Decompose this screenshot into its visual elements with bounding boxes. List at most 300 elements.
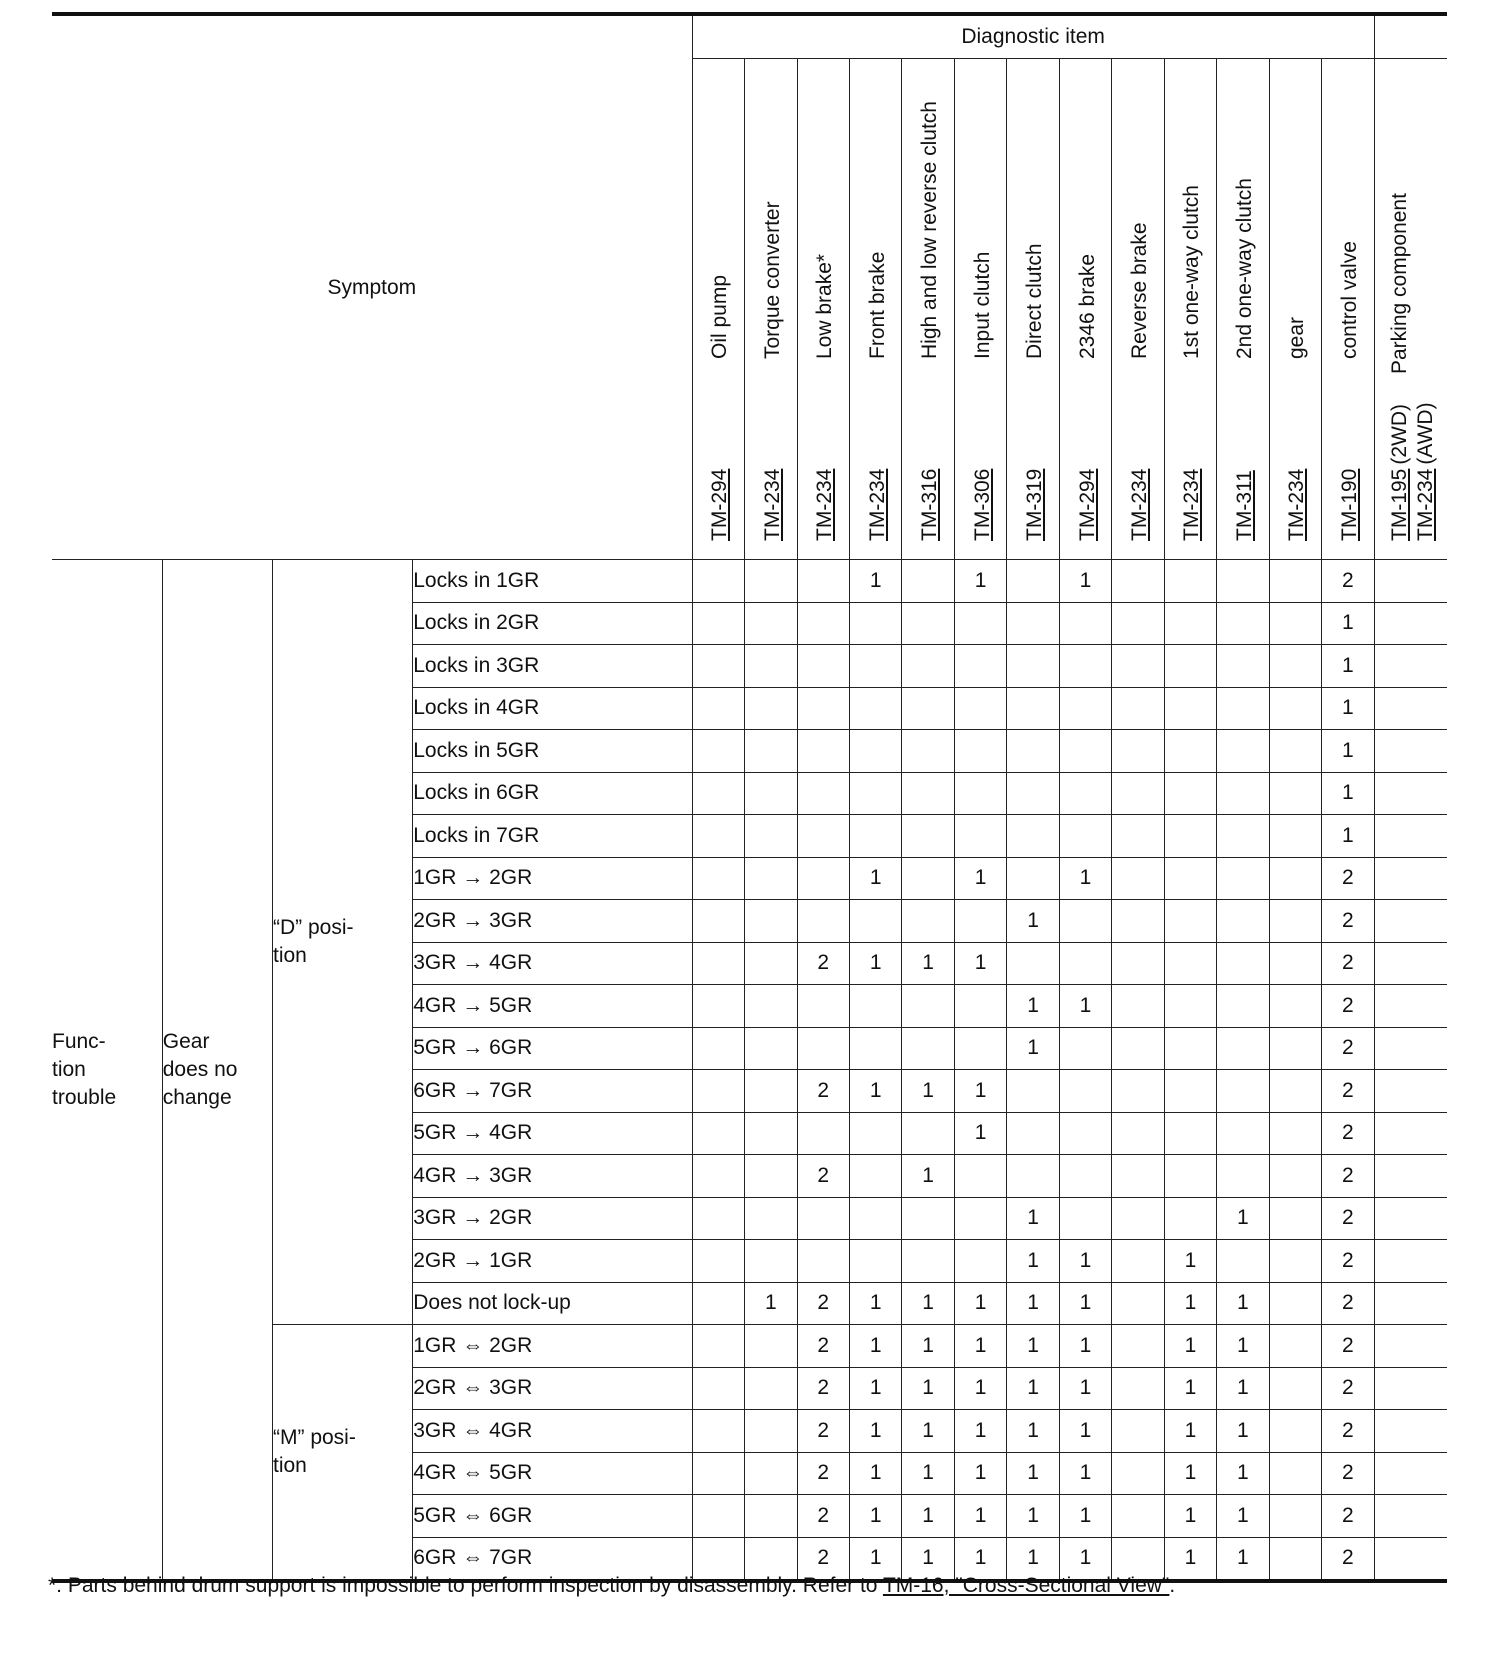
value-cell: 1	[954, 857, 1006, 900]
value-cell	[1112, 1410, 1164, 1453]
value-cell	[1217, 900, 1269, 943]
value-cell	[745, 1367, 797, 1410]
value-cell	[849, 730, 901, 773]
column-label: control valve	[1337, 241, 1361, 359]
value-cell	[849, 772, 901, 815]
value-cell: 1	[1059, 1495, 1111, 1538]
value-cell	[692, 1197, 744, 1240]
value-cell: 1	[954, 1537, 1006, 1581]
value-cell	[954, 815, 1006, 858]
symptom-cell: Locks in 2GR	[413, 602, 692, 645]
value-cell	[692, 1410, 744, 1453]
value-cell	[797, 645, 849, 688]
value-cell	[849, 815, 901, 858]
value-cell	[1269, 1325, 1321, 1368]
column-header	[1322, 59, 1375, 560]
column-label: Reverse brake	[1127, 222, 1151, 359]
value-cell	[1007, 1112, 1059, 1155]
value-cell	[1269, 900, 1321, 943]
value-cell	[902, 985, 954, 1028]
value-cell: 1	[902, 1367, 954, 1410]
value-cell	[849, 602, 901, 645]
column-ref-link[interactable]: TM-234	[760, 468, 784, 541]
value-cell	[1059, 645, 1111, 688]
value-cell	[849, 687, 901, 730]
column-header	[745, 59, 797, 560]
value-cell	[1112, 602, 1164, 645]
value-cell	[745, 560, 797, 603]
value-cell: 1	[849, 942, 901, 985]
value-cell	[692, 1367, 744, 1410]
value-cell	[1374, 1155, 1447, 1198]
value-cell: 1	[1059, 1325, 1111, 1368]
value-cell: 2	[1322, 1070, 1375, 1113]
value-cell	[692, 645, 744, 688]
value-cell: 1	[1007, 900, 1059, 943]
value-cell: 2	[1322, 942, 1375, 985]
column-ref-link[interactable]: TM-234	[1285, 468, 1309, 541]
column-label: Oil pump	[708, 274, 732, 359]
ref-link[interactable]: TM-234	[1413, 468, 1437, 541]
value-cell	[1164, 602, 1216, 645]
value-cell	[745, 1027, 797, 1070]
value-cell: 1	[1164, 1537, 1216, 1581]
value-cell	[692, 1070, 744, 1113]
value-cell: 2	[1322, 1240, 1375, 1283]
value-cell	[902, 772, 954, 815]
value-cell	[954, 1197, 1006, 1240]
value-cell	[1269, 645, 1321, 688]
column-label: Parking component	[1387, 193, 1411, 374]
value-cell: 1	[902, 1325, 954, 1368]
value-cell	[1112, 730, 1164, 773]
column-ref-link[interactable]: TM-234	[1127, 468, 1151, 541]
value-cell: 2	[797, 1282, 849, 1325]
value-cell	[745, 900, 797, 943]
symptom-cell: 2GR ⇔ 3GR	[413, 1367, 692, 1410]
value-cell: 1	[1164, 1410, 1216, 1453]
column-ref-link[interactable]: TM-311	[1232, 470, 1256, 541]
column-ref-link[interactable]: TM-316	[918, 468, 942, 541]
value-cell: 1	[1059, 1452, 1111, 1495]
value-cell: 1	[1007, 1410, 1059, 1453]
value-cell: 2	[1322, 1197, 1375, 1240]
value-cell	[745, 1070, 797, 1113]
value-cell: 1	[954, 1410, 1006, 1453]
value-cell: 2	[1322, 985, 1375, 1028]
value-cell: 1	[1059, 560, 1111, 603]
value-cell	[1007, 602, 1059, 645]
value-cell	[797, 815, 849, 858]
value-cell	[1059, 1197, 1111, 1240]
value-cell: 1	[1007, 1495, 1059, 1538]
value-cell	[1217, 645, 1269, 688]
value-cell	[692, 900, 744, 943]
column-ref-link[interactable]: TM-234	[813, 468, 837, 541]
symptom-cell: Locks in 1GR	[413, 560, 692, 603]
value-cell	[1112, 1027, 1164, 1070]
value-cell	[1217, 942, 1269, 985]
value-cell: 1	[954, 1112, 1006, 1155]
value-cell	[1059, 1027, 1111, 1070]
value-cell	[692, 1452, 744, 1495]
value-cell	[1374, 1282, 1447, 1325]
column-label: Direct clutch	[1023, 243, 1047, 359]
value-cell	[1269, 1410, 1321, 1453]
value-cell	[1164, 645, 1216, 688]
value-cell	[849, 1197, 901, 1240]
value-cell	[849, 1240, 901, 1283]
value-cell: 2	[797, 1410, 849, 1453]
value-cell	[1217, 602, 1269, 645]
value-cell	[902, 1027, 954, 1070]
value-cell	[1374, 1495, 1447, 1538]
column-label: 2346 brake	[1075, 253, 1099, 359]
value-cell: 1	[1217, 1197, 1269, 1240]
value-cell	[902, 560, 954, 603]
value-cell: 1	[1059, 1240, 1111, 1283]
value-cell: 2	[797, 1452, 849, 1495]
value-cell	[1269, 942, 1321, 985]
group-function-trouble: Func- tion trouble	[52, 560, 162, 1582]
value-cell: 2	[1322, 900, 1375, 943]
symptom-cell: 5GR → 4GR	[413, 1112, 692, 1155]
diagnostic-item-header-blank	[1374, 14, 1447, 59]
column-header	[954, 59, 1006, 560]
symptom-cell: 2GR → 3GR	[413, 900, 692, 943]
value-cell: 1	[1217, 1495, 1269, 1538]
value-cell: 2	[1322, 560, 1375, 603]
column-label: 1st one-way clutch	[1180, 185, 1204, 359]
value-cell	[1164, 900, 1216, 943]
value-cell	[745, 1495, 797, 1538]
value-cell	[797, 687, 849, 730]
column-ref-link[interactable]: TM-306	[970, 468, 994, 541]
value-cell	[1059, 1155, 1111, 1198]
value-cell: 2	[1322, 1452, 1375, 1495]
value-cell	[1112, 1282, 1164, 1325]
column-header	[797, 59, 849, 560]
column-ref-link[interactable]	[1388, 404, 1412, 541]
value-cell	[1112, 1197, 1164, 1240]
value-cell	[1164, 857, 1216, 900]
value-cell	[745, 1197, 797, 1240]
value-cell	[1217, 687, 1269, 730]
value-cell: 1	[954, 1070, 1006, 1113]
value-cell: 1	[1007, 1367, 1059, 1410]
value-cell	[1164, 730, 1216, 773]
value-cell: 1	[1217, 1282, 1269, 1325]
symptom-cell: 4GR → 5GR	[413, 985, 692, 1028]
value-cell	[1112, 857, 1164, 900]
value-cell	[1112, 645, 1164, 688]
value-cell	[797, 1027, 849, 1070]
value-cell: 1	[1164, 1367, 1216, 1410]
value-cell: 1	[1007, 1452, 1059, 1495]
value-cell: 1	[745, 1282, 797, 1325]
value-cell	[954, 645, 1006, 688]
value-cell	[1112, 1070, 1164, 1113]
value-cell	[1269, 772, 1321, 815]
value-cell	[1269, 1070, 1321, 1113]
value-cell	[1164, 560, 1216, 603]
symptom-cell: 6GR → 7GR	[413, 1070, 692, 1113]
value-cell	[1112, 1325, 1164, 1368]
value-cell: 1	[902, 1282, 954, 1325]
value-cell	[1164, 1155, 1216, 1198]
value-cell: 2	[797, 1537, 849, 1581]
value-cell: 1	[1059, 1410, 1111, 1453]
value-cell	[1217, 1112, 1269, 1155]
value-cell: 1	[1217, 1410, 1269, 1453]
symptom-cell: 1GR ⇔ 2GR	[413, 1325, 692, 1368]
value-cell: 1	[1164, 1495, 1216, 1538]
value-cell: 1	[1164, 1325, 1216, 1368]
value-cell	[954, 1027, 1006, 1070]
column-ref-link[interactable]: TM-234	[865, 468, 889, 541]
value-cell: 1	[849, 1495, 901, 1538]
value-cell	[954, 687, 1006, 730]
value-cell	[692, 1495, 744, 1538]
value-cell	[745, 1155, 797, 1198]
value-cell: 1	[1059, 1367, 1111, 1410]
value-cell	[954, 900, 1006, 943]
column-ref-link[interactable]: TM-294	[1075, 468, 1099, 541]
value-cell	[1269, 985, 1321, 1028]
value-cell	[902, 1112, 954, 1155]
value-cell	[1007, 645, 1059, 688]
value-cell	[1164, 985, 1216, 1028]
value-cell: 1	[1007, 1537, 1059, 1581]
symptom-cell: Locks in 4GR	[413, 687, 692, 730]
column-header	[1374, 59, 1447, 560]
column-label: 2nd one-way clutch	[1232, 178, 1256, 359]
value-cell	[692, 1240, 744, 1283]
symptom-header: Symptom	[52, 14, 692, 560]
value-cell: 2	[797, 942, 849, 985]
symptom-cell: 5GR → 6GR	[413, 1027, 692, 1070]
value-cell	[849, 1027, 901, 1070]
value-cell	[692, 985, 744, 1028]
value-cell: 2	[1322, 1112, 1375, 1155]
footnote	[48, 1574, 1175, 1598]
value-cell	[1374, 1410, 1447, 1453]
value-cell	[1374, 1070, 1447, 1113]
value-cell	[797, 602, 849, 645]
column-label: Front brake	[865, 251, 889, 359]
value-cell	[1269, 1027, 1321, 1070]
value-cell	[797, 985, 849, 1028]
value-cell: 1	[1322, 772, 1375, 815]
value-cell: 1	[954, 942, 1006, 985]
value-cell	[745, 857, 797, 900]
value-cell	[1007, 1155, 1059, 1198]
value-cell	[849, 1112, 901, 1155]
value-cell	[1112, 772, 1164, 815]
value-cell	[1374, 857, 1447, 900]
value-cell	[849, 900, 901, 943]
value-cell	[745, 602, 797, 645]
value-cell: 1	[1217, 1367, 1269, 1410]
column-ref-link[interactable]: TM-234	[1180, 468, 1204, 541]
value-cell	[745, 815, 797, 858]
value-cell	[1269, 857, 1321, 900]
value-cell	[1007, 560, 1059, 603]
value-cell	[1059, 602, 1111, 645]
value-cell	[1269, 1495, 1321, 1538]
value-cell	[745, 942, 797, 985]
diagnostic-table	[52, 12, 1447, 1583]
value-cell	[1007, 942, 1059, 985]
value-cell	[692, 1027, 744, 1070]
value-cell	[902, 645, 954, 688]
group-m-position: “M” posi- tion	[273, 1325, 413, 1582]
value-cell	[1059, 1112, 1111, 1155]
value-cell	[1374, 1367, 1447, 1410]
value-cell: 1	[849, 1452, 901, 1495]
value-cell	[849, 645, 901, 688]
value-cell	[1269, 1367, 1321, 1410]
value-cell	[692, 857, 744, 900]
column-ref-link-2[interactable]	[1414, 402, 1438, 541]
value-cell	[1164, 1197, 1216, 1240]
value-cell	[745, 1410, 797, 1453]
value-cell	[1269, 1197, 1321, 1240]
value-cell	[1269, 815, 1321, 858]
value-cell	[1164, 1027, 1216, 1070]
column-ref-link[interactable]: TM-190	[1337, 468, 1361, 541]
column-label: Torque converter	[760, 201, 784, 359]
value-cell	[1112, 1452, 1164, 1495]
symptom-cell: 1GR → 2GR	[413, 857, 692, 900]
value-cell	[692, 815, 744, 858]
column-header	[1269, 59, 1321, 560]
value-cell	[692, 1325, 744, 1368]
value-cell	[1374, 1325, 1447, 1368]
value-cell: 2	[797, 1325, 849, 1368]
column-ref-link[interactable]: TM-319	[1023, 468, 1047, 541]
value-cell: 2	[1322, 1367, 1375, 1410]
value-cell	[954, 985, 1006, 1028]
column-label: Low brake*	[813, 253, 837, 359]
table-row	[52, 560, 1447, 603]
value-cell	[1112, 560, 1164, 603]
value-cell	[1217, 857, 1269, 900]
value-cell	[1374, 1112, 1447, 1155]
value-cell	[1007, 815, 1059, 858]
value-cell	[902, 1240, 954, 1283]
value-cell	[1269, 1282, 1321, 1325]
value-cell: 2	[1322, 1155, 1375, 1198]
value-cell	[692, 1282, 744, 1325]
value-cell	[1112, 1495, 1164, 1538]
value-cell	[902, 602, 954, 645]
column-label: gear	[1285, 316, 1309, 359]
value-cell	[1374, 772, 1447, 815]
column-header	[1059, 59, 1111, 560]
value-cell	[902, 1197, 954, 1240]
value-cell: 1	[849, 1537, 901, 1581]
value-cell	[1112, 985, 1164, 1028]
value-cell	[954, 1155, 1006, 1198]
value-cell: 1	[1059, 1282, 1111, 1325]
ref-suffix: (AWD)	[1413, 402, 1437, 465]
value-cell	[797, 1240, 849, 1283]
value-cell	[1112, 942, 1164, 985]
value-cell	[1112, 1155, 1164, 1198]
value-cell	[1269, 1112, 1321, 1155]
value-cell	[1164, 815, 1216, 858]
value-cell: 1	[1322, 815, 1375, 858]
value-cell: 1	[849, 1410, 901, 1453]
value-cell	[745, 772, 797, 815]
value-cell: 1	[1322, 645, 1375, 688]
value-cell	[1217, 1070, 1269, 1113]
value-cell	[1269, 687, 1321, 730]
value-cell	[1217, 1155, 1269, 1198]
value-cell: 1	[902, 1495, 954, 1538]
value-cell	[692, 1155, 744, 1198]
value-cell	[1269, 1452, 1321, 1495]
value-cell	[1269, 730, 1321, 773]
footnote-text: *: Parts behind drum support is impossible to perform inspection by disassembly. Refer to	[48, 1574, 883, 1597]
value-cell	[902, 815, 954, 858]
value-cell: 1	[902, 1452, 954, 1495]
value-cell	[692, 772, 744, 815]
value-cell	[1164, 1070, 1216, 1113]
footnote-link[interactable]: TM-16, "Cross-Sectional View"	[882, 1574, 1170, 1597]
value-cell: 1	[849, 1325, 901, 1368]
value-cell	[692, 942, 744, 985]
value-cell: 2	[1322, 1495, 1375, 1538]
value-cell: 1	[902, 1410, 954, 1453]
value-cell: 1	[954, 1325, 1006, 1368]
value-cell: 1	[954, 1495, 1006, 1538]
ref-link[interactable]: TM-195	[1387, 468, 1411, 541]
value-cell	[745, 985, 797, 1028]
value-cell: 1	[1059, 1537, 1111, 1581]
value-cell	[1217, 815, 1269, 858]
value-cell: 1	[1007, 1027, 1059, 1070]
value-cell	[745, 730, 797, 773]
value-cell: 1	[849, 1070, 901, 1113]
value-cell: 2	[797, 1155, 849, 1198]
symptom-cell: 4GR → 3GR	[413, 1155, 692, 1198]
value-cell	[1269, 1537, 1321, 1581]
value-cell: 1	[1164, 1240, 1216, 1283]
value-cell	[849, 985, 901, 1028]
symptom-cell: 3GR → 4GR	[413, 942, 692, 985]
symptom-cell: Does not lock-up	[413, 1282, 692, 1325]
column-ref-link[interactable]: TM-294	[708, 468, 732, 541]
value-cell	[954, 1240, 1006, 1283]
symptom-cell: 3GR ⇔ 4GR	[413, 1410, 692, 1453]
value-cell	[692, 1112, 744, 1155]
value-cell	[1059, 687, 1111, 730]
value-cell	[902, 687, 954, 730]
value-cell	[1059, 815, 1111, 858]
value-cell	[1059, 900, 1111, 943]
value-cell	[1164, 1112, 1216, 1155]
value-cell: 1	[1164, 1282, 1216, 1325]
value-cell: 2	[797, 1070, 849, 1113]
value-cell	[1217, 1027, 1269, 1070]
value-cell	[1374, 1537, 1447, 1581]
value-cell	[692, 602, 744, 645]
value-cell	[797, 1112, 849, 1155]
symptom-cell: 2GR → 1GR	[413, 1240, 692, 1283]
value-cell	[1374, 815, 1447, 858]
